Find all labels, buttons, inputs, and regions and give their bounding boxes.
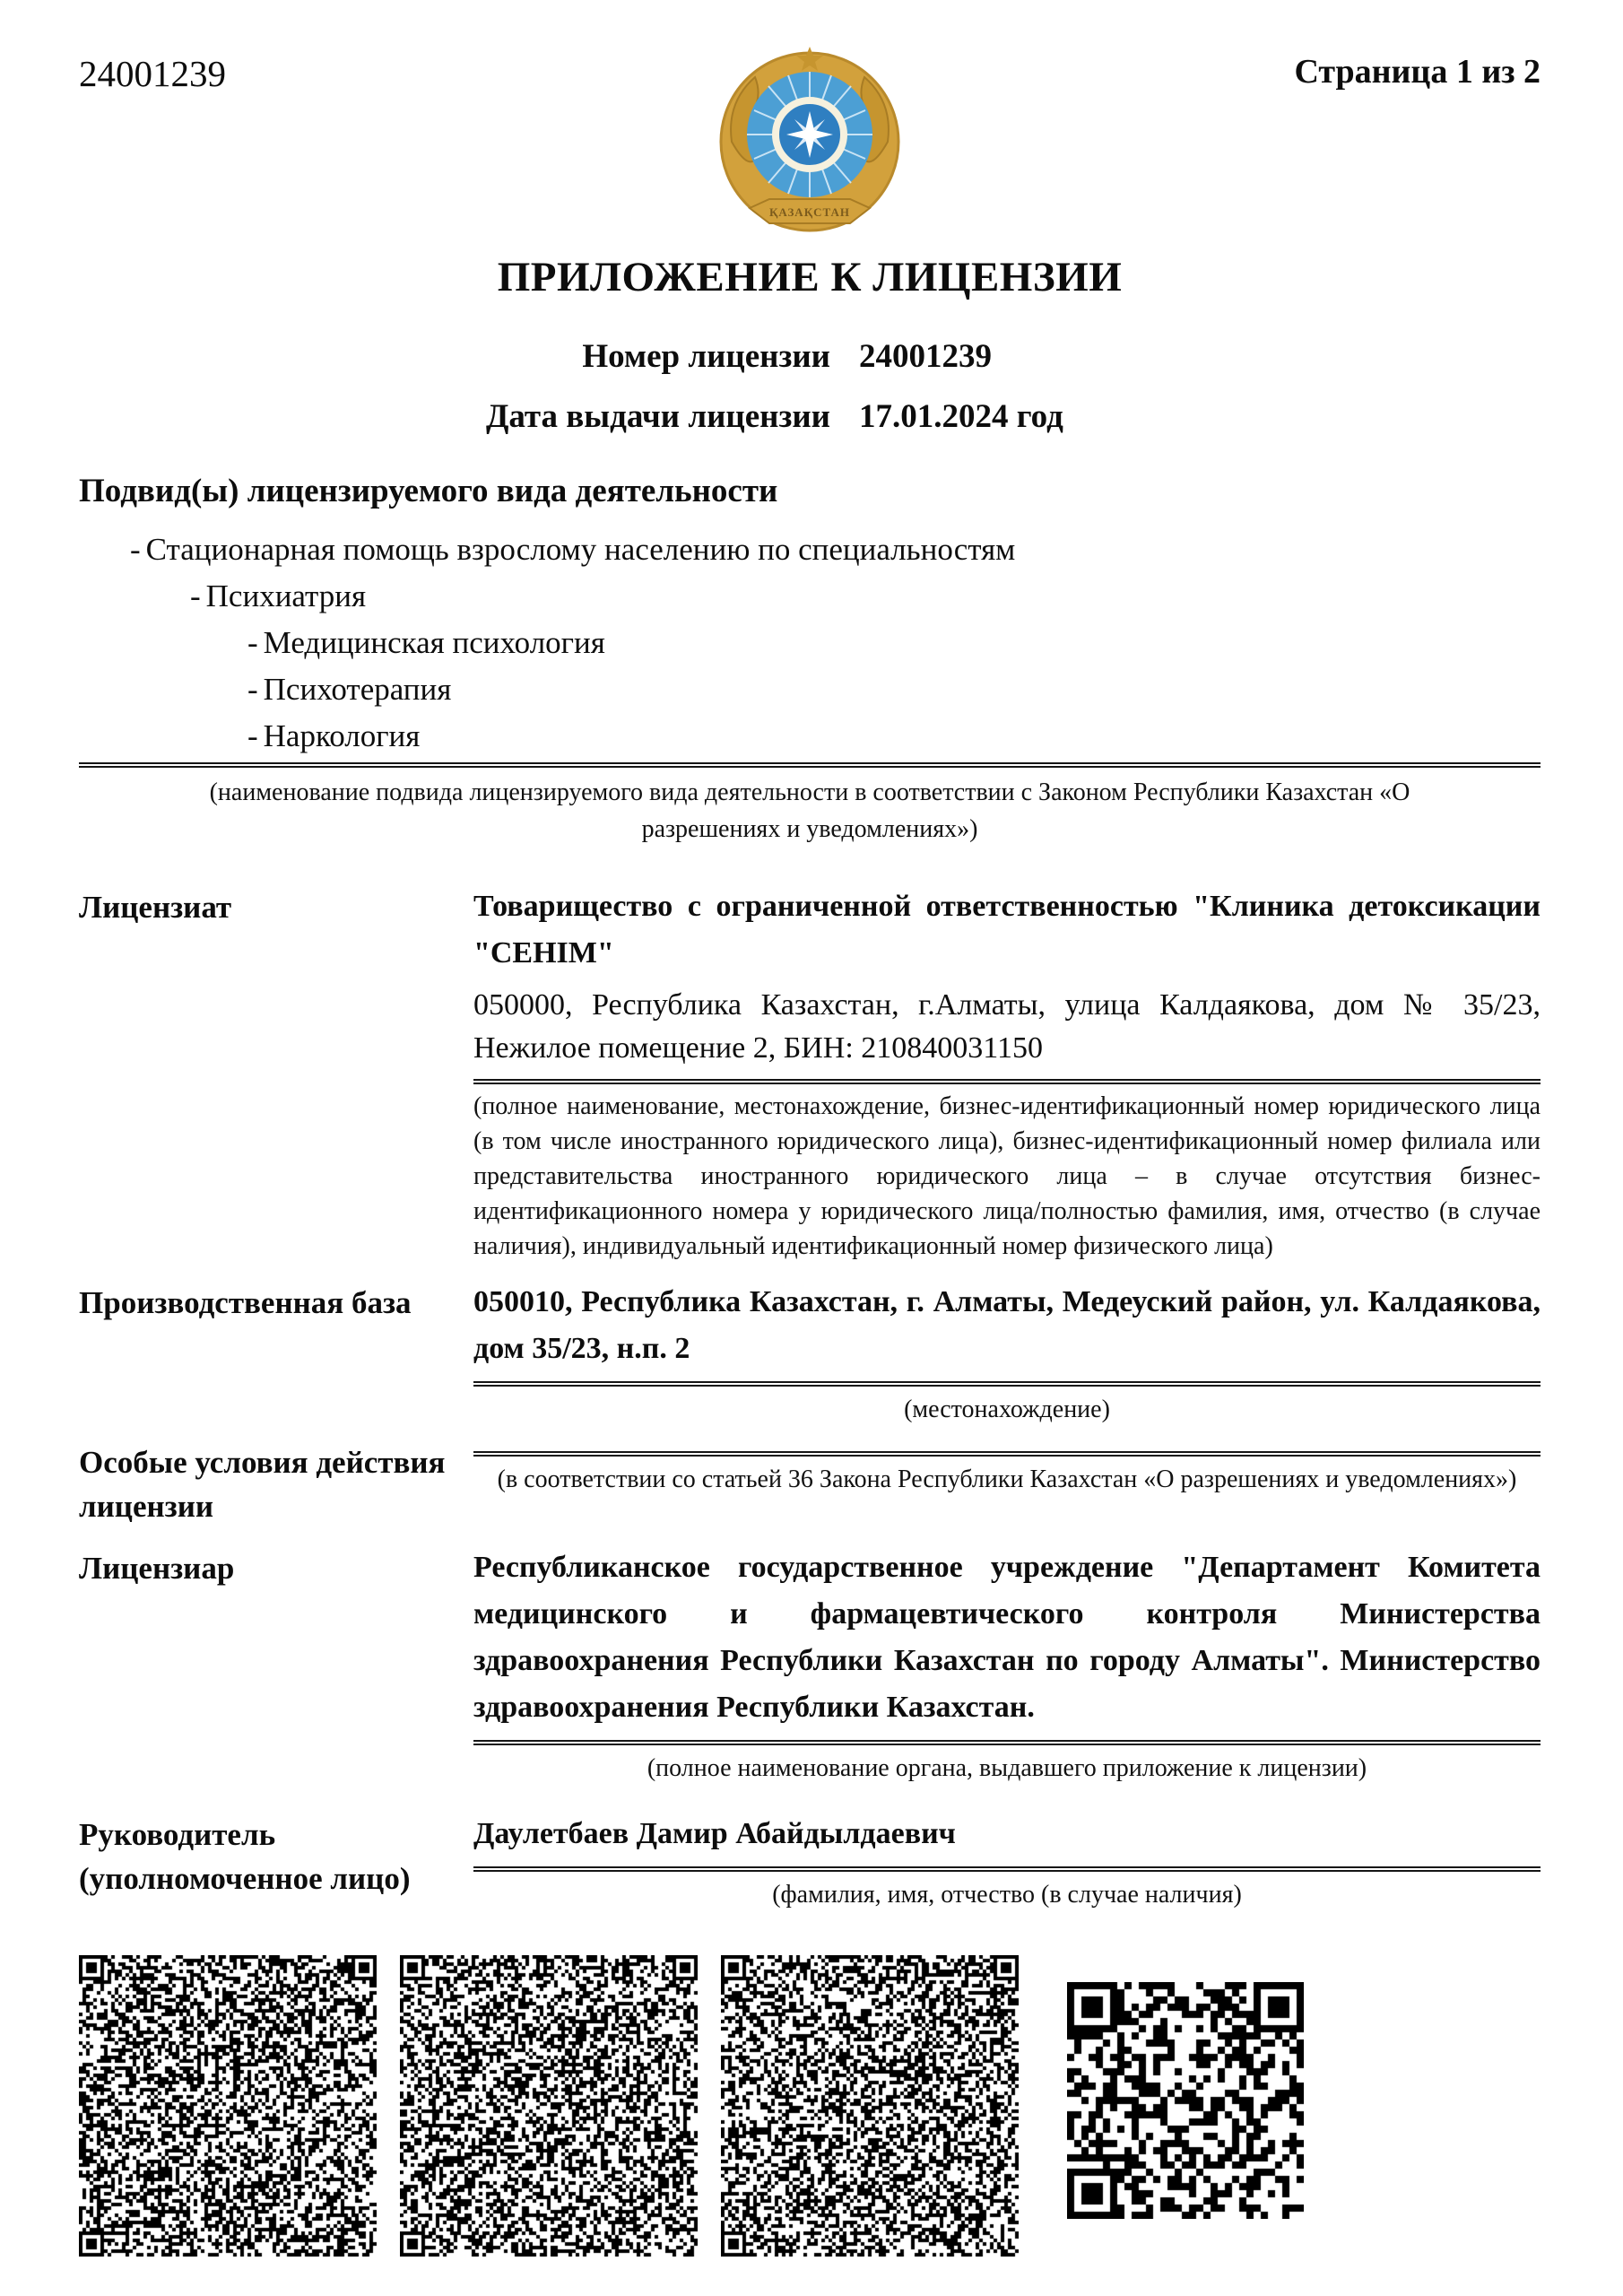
list-item-text: Стационарная помощь взрослому населению по специальностям (145, 532, 1016, 567)
subtypes-list (79, 534, 1541, 752)
licensor-footnote: (полное наименование органа, выдавшего приложение к лицензии) (647, 1754, 1367, 1783)
list-item-text: Психотерапия (263, 672, 452, 707)
licensor-label: Лицензиар (79, 1551, 235, 1587)
list-item (79, 674, 1541, 705)
production-base-value: 050010, Республика Казахстан, г. Алматы, Медеуский район, ул. Калдаякова, дом 35/23, н.п. 2 (473, 1284, 1541, 1365)
list-item-text: Психиатрия (205, 578, 367, 613)
horizontal-rule (473, 1451, 1541, 1457)
list-item (79, 627, 1541, 658)
qr-code (1067, 1982, 1304, 2219)
licensee-name: Товарищество с ограниченной ответственностью "Клиника детоксикации "СЕНІМ" (473, 890, 1541, 970)
licensor-value: Республиканское государственное учреждение "Департамент Комитета медицинского и фармацевтического контроля Министерства здравоохранения Республики Казахстан по городу Алматы". Министерство здравоохранения Республики Казахстан. (473, 1551, 1541, 1725)
horizontal-rule (473, 1866, 1541, 1872)
license-date-value: 17.01.2024 год (859, 398, 1063, 435)
subtypes-heading: Подвид(ы) лицензируемого вида деятельности (79, 473, 778, 509)
list-marker: - (247, 672, 258, 707)
horizontal-rule (473, 1740, 1541, 1745)
head-person-section (79, 1811, 1541, 1914)
emblem-graphic (716, 41, 904, 240)
production-base-footnote: (местонахождение) (904, 1395, 1110, 1423)
head-person-label-line2: (уполномоченное лицо) (79, 1860, 411, 1896)
data-matrix-barcode-2 (400, 1955, 698, 2257)
list-item (79, 720, 1541, 752)
data-matrix-barcode-3 (721, 1955, 1019, 2257)
license-date-row (79, 397, 1541, 436)
document-number: 24001239 (79, 53, 226, 94)
license-number-row (79, 337, 1541, 376)
list-item (79, 534, 1541, 565)
list-marker: - (130, 532, 141, 567)
horizontal-rule (473, 1079, 1541, 1084)
emblem-banner-text: ҚАЗАҚСТАН (768, 205, 851, 219)
list-item-text: Наркология (263, 718, 421, 753)
special-conditions-footnote: (в соответствии со статьей 36 Закона Республики Казахстан «О разрешениях и уведомлениях») (497, 1465, 1517, 1494)
licensee-footnote: (полное наименование, местонахождение, бизнес-идентификационный номер юридического лица (в том числе иностранного юридического лица), бизнес-идентификационный номер филиала или представительства иностранного юридического лица – в случае отсутствия бизнес-идентификационного номера у юридического лица/полностью фамилия, имя, отчество (в случае наличия), индивидуальный идентификационный номер физического лица) (473, 1092, 1541, 1260)
licensee-address: 050000, Республика Казахстан, г.Алматы, улица Калдаякова, дом № 35/23, Нежилое помещение 2, БИН: 210840031150 (473, 988, 1541, 1065)
subtypes-footnote: (наименование подвида лицензируемого вида деятельности в соответствии с Законом Республики Казахстан «О разрешениях и уведомлениях») (209, 778, 1410, 843)
licensor-section (79, 1544, 1541, 1787)
head-person-label (79, 1811, 473, 1914)
machine-codes-row (79, 1955, 1541, 2257)
document-title: ПРИЛОЖЕНИЕ К ЛИЦЕНЗИИ (497, 254, 1123, 300)
production-base-label: Производственная база (79, 1284, 412, 1320)
special-conditions-label: Особые условия действия лицензии (79, 1445, 446, 1525)
special-conditions-section (79, 1439, 1541, 1528)
list-item-text: Медицинская психология (263, 625, 605, 660)
list-item (79, 580, 1541, 612)
production-base-section (79, 1279, 1541, 1429)
head-person-label-line1: Руководитель (79, 1816, 276, 1852)
page-indicator: Страница 1 из 2 (1294, 53, 1541, 91)
license-meta (79, 337, 1541, 436)
head-person-footnote: (фамилия, имя, отчество (в случае наличия) (772, 1880, 1242, 1909)
page-header (79, 41, 1541, 240)
data-matrix-barcode-1 (79, 1955, 377, 2257)
license-number-value: 24001239 (859, 338, 992, 375)
licensee-section (79, 883, 1541, 1264)
list-marker: - (247, 625, 258, 660)
list-marker: - (247, 718, 258, 753)
kazakhstan-coat-of-arms-icon (716, 41, 904, 240)
head-person-name: Даулетбаев Дамир Абайдылдаевич (473, 1816, 956, 1850)
horizontal-rule (473, 1381, 1541, 1387)
licensee-label: Лицензиат (79, 890, 232, 926)
license-date-label: Дата выдачи лицензии (485, 398, 830, 435)
horizontal-rule (79, 762, 1541, 768)
list-marker: - (190, 578, 201, 613)
license-number-label: Номер лицензии (582, 338, 830, 375)
